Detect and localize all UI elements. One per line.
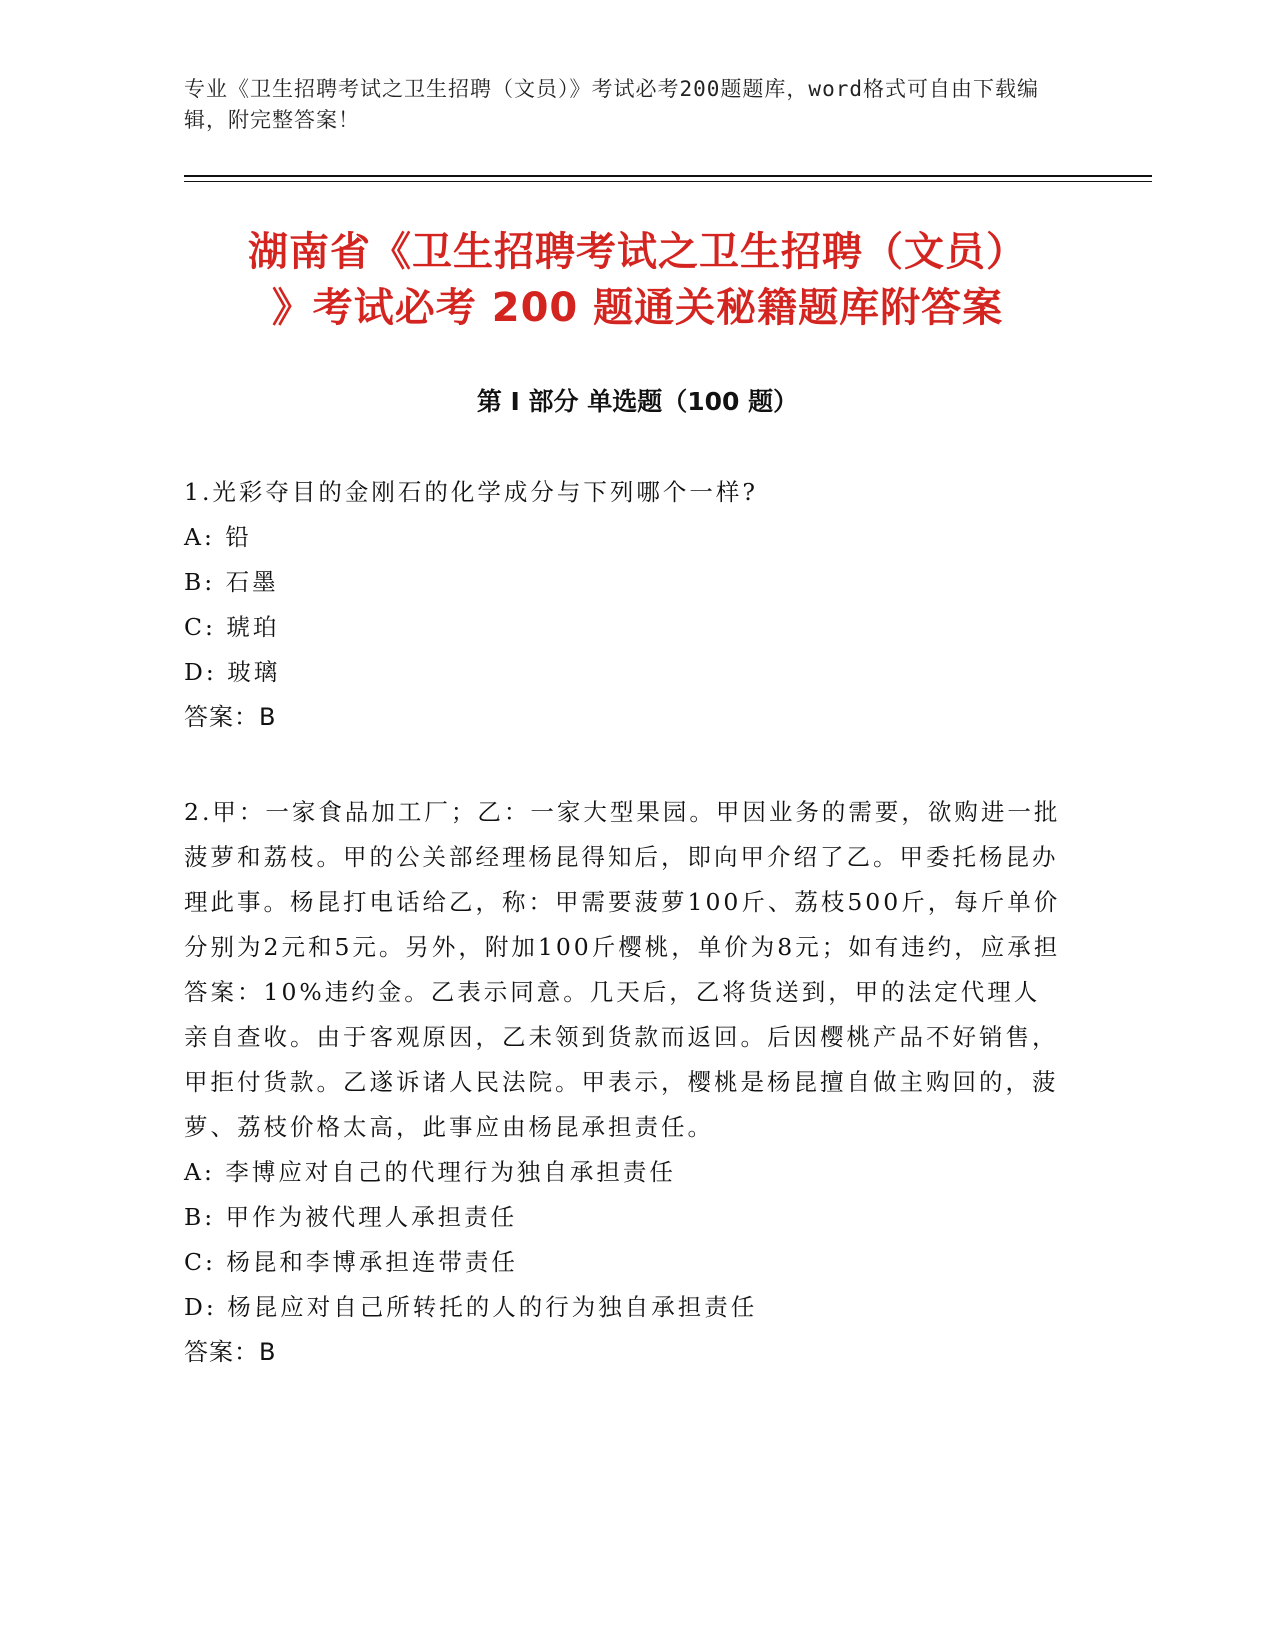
option-c: C: 杨昆和李博承担连带责任 — [184, 1248, 518, 1276]
option-b: B: 石墨 — [184, 568, 279, 596]
header-note: 专业《卫生招聘考试之卫生招聘（文员）》考试必考200题题库，word格式可自由下载编辑，附完整答案！ — [184, 77, 1039, 132]
question-stem: 1.光彩夺目的金刚石的化学成分与下列哪个一样? — [184, 478, 759, 506]
question-1 — [184, 470, 1064, 740]
answer: 答案：B — [184, 1338, 277, 1366]
option-d: D: 杨昆应对自己所转托的人的行为独自承担责任 — [184, 1293, 758, 1321]
question-stem: 2.甲：一家食品加工厂；乙：一家大型果园。甲因业务的需要，欲购进一批菠萝和荔枝。甲的公关部经理杨昆得知后，即向甲介绍了乙。甲委托杨昆办理此事。杨昆打电话给乙，称：甲需要菠萝100斤、荔枝500斤，每斤单价分别为2元和5元。另外，附加100斤樱桃，单价为8元；如有违约，应承担答案：10%违约金。乙表示同意。几天后，乙将货送到，甲的法定代理人亲自查收。由于客观原因，乙未领到货款而返回。后因樱桃产品不好销售，甲拒付货款。乙遂诉诸人民法院。甲表示，樱桃是杨昆擅自做主购回的，菠萝、荔枝价格太高，此事应由杨昆承担责任。 — [184, 798, 1061, 1141]
document-title-line-2: 》考试必考 200 题通关秘籍题库附答案 — [271, 285, 1004, 331]
question-2 — [184, 790, 1064, 1375]
option-c: C: 琥珀 — [184, 613, 280, 641]
header-divider-thick — [184, 175, 1152, 177]
option-a: A: 铅 — [184, 523, 252, 551]
section-title: 第 I 部分 单选题（100 题） — [476, 387, 799, 416]
answer: 答案：B — [184, 703, 277, 731]
header-divider-thin — [184, 181, 1152, 182]
option-b: B: 甲作为被代理人承担责任 — [184, 1203, 518, 1231]
option-a: A: 李博应对自己的代理行为独自承担责任 — [184, 1158, 676, 1186]
option-d: D: 玻璃 — [184, 658, 281, 686]
document-title-line-1: 湖南省《卫生招聘考试之卫生招聘（文员） — [248, 229, 1027, 275]
document-title — [180, 224, 1095, 336]
